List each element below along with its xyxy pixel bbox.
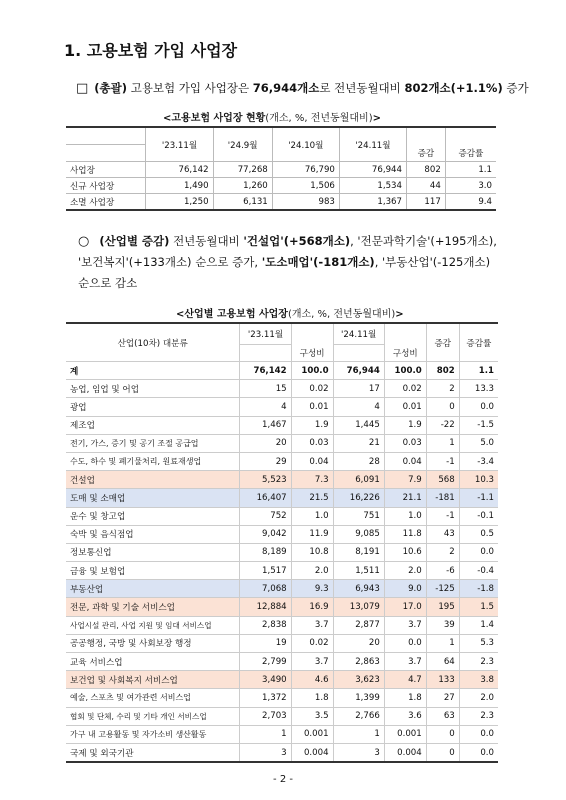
cell: 17.0 [384,598,426,616]
cell: 0.01 [384,398,426,416]
cell: 983 [272,194,339,211]
table-row [66,653,498,671]
cell: 9.4 [445,194,496,211]
cell: 1.8 [291,689,333,707]
summary-text-mid: 로 전년동월대비 [319,81,401,95]
table2-caption [176,305,404,320]
cell: 1.5 [459,598,498,616]
t2-header-share: 구성비 [291,345,333,362]
cell: 9.3 [291,580,333,598]
cell: 2.0 [291,562,333,580]
cell: 0 [426,725,459,743]
table-row [66,178,496,194]
cell: 10.8 [291,543,333,561]
cell: -6 [426,562,459,580]
cell: 3 [240,743,291,762]
table2-caption-bold: <산업별 고용보험 사업장 [176,309,288,320]
industry-name: 계 [66,362,240,380]
table-row [66,380,498,398]
cell: 5.3 [459,634,498,652]
cell: 1,372 [240,689,291,707]
cell: 0.03 [291,434,333,452]
cell: 802 [426,362,459,380]
cell: 1,506 [272,178,339,194]
cell: 9,042 [240,525,291,543]
cell: 195 [426,598,459,616]
t1-header-blank [66,127,146,145]
table-row [66,562,498,580]
table-row [66,489,498,507]
industry-name: 공공행정, 국방 및 사회보장 행정 [66,634,240,652]
cell: -1.8 [459,580,498,598]
cell: 3.7 [291,653,333,671]
cell: 8,189 [240,543,291,561]
cell: 3.7 [384,616,426,634]
cell: 2,838 [240,616,291,634]
cell: 28 [333,452,384,470]
industry-name: 전기, 가스, 증기 및 공기 조절 공급업 [66,434,240,452]
cell: 133 [426,671,459,689]
table-row [66,416,498,434]
cell: 1.0 [384,507,426,525]
industry-name: 정보통신업 [66,543,240,561]
cell: 1.8 [384,689,426,707]
cell: 3.0 [445,178,496,194]
industry-name: 국제 및 외국기관 [66,743,240,762]
summary-text-before: 고용보험 가입 사업장은 [130,81,250,95]
cell: 6,091 [333,471,384,489]
cell: 1 [240,725,291,743]
industry-name: 농업, 임업 및 어업 [66,380,240,398]
cell: 3,623 [333,671,384,689]
industry-name: 도매 및 소매업 [66,489,240,507]
table-row [66,634,498,652]
cell: 4 [333,398,384,416]
cell: 2,799 [240,653,291,671]
cell: 3,490 [240,671,291,689]
cell: 8,191 [333,543,384,561]
table-row [66,525,498,543]
industry-name: 숙박 및 음식점업 [66,525,240,543]
circle-bullet-icon: ○ [78,234,90,249]
summary-paragraph [76,80,529,96]
summary-change: 802개소(+1.1%) [404,81,503,95]
industry-text: , '부동산업'(-125개소) [374,255,491,269]
industry-text: , '전문과학기술'(+195개소), [350,234,497,248]
industry-name: 협회 및 단체, 수리 및 기타 개인 서비스업 [66,707,240,725]
cell: 0.02 [384,380,426,398]
industry-text: 순으로 감소 [78,276,138,290]
t2-header-rate: 증감률 [459,323,498,362]
cell: 1,367 [339,194,406,211]
cell: 0.04 [291,452,333,470]
industry-paragraph [78,231,518,294]
cell: 1,445 [333,416,384,434]
cell: 13,079 [333,598,384,616]
table-row [66,398,498,416]
table-row [66,507,498,525]
cell: 2,703 [240,707,291,725]
industry-name: 사업시설 관리, 사업 지원 및 임대 서비스업 [66,616,240,634]
table-row [66,707,498,725]
table-row [66,543,498,561]
cell: 11.8 [384,525,426,543]
t2-header-industry: 산업(10차) 대분류 [66,323,240,362]
cell: 64 [426,653,459,671]
cell: 0.004 [384,743,426,762]
cell: 1,399 [333,689,384,707]
cell: 16,226 [333,489,384,507]
cell: 29 [240,452,291,470]
industry-table-body [66,362,498,763]
industry-name: 건설업 [66,471,240,489]
cell: 1 [426,434,459,452]
t2-header-share: 구성비 [384,345,426,362]
table-row [66,616,498,634]
cell: 10.6 [384,543,426,561]
table-row [66,725,498,743]
cell: 0.001 [384,725,426,743]
table-row [66,434,498,452]
row-label: 사업장 [66,162,146,178]
table1-caption-bold: <고용보험 사업장 현황 [163,113,266,124]
cell: 3 [333,743,384,762]
t2-header-blank [333,345,384,362]
cell: 15 [240,380,291,398]
t1-header-spacer [445,127,496,145]
cell: 20 [240,434,291,452]
cell: 1,490 [146,178,213,194]
cell: 1.1 [459,362,498,380]
table-row [66,162,496,178]
cell: 0.03 [384,434,426,452]
table2-caption-close: > [395,309,404,320]
cell: 0.5 [459,525,498,543]
cell: 16,407 [240,489,291,507]
cell: 1 [426,634,459,652]
cell: 16.9 [291,598,333,616]
t2-header-spacer [384,323,426,345]
industry-name: 금융 및 보험업 [66,562,240,580]
t1-header-col: '23.11월 [146,127,213,162]
cell: 63 [426,707,459,725]
workplace-status-table [66,126,496,211]
cell: 2.3 [459,653,498,671]
cell: 7,068 [240,580,291,598]
cell: 76,790 [272,162,339,178]
industry-name: 전문, 과학 및 기술 서비스업 [66,598,240,616]
cell: 76,142 [240,362,291,380]
t2-header-change: 증감 [426,323,459,362]
cell: 13.3 [459,380,498,398]
cell: 0.0 [459,725,498,743]
cell: 100.0 [384,362,426,380]
table-row [66,671,498,689]
cell: 6,943 [333,580,384,598]
cell: 1.0 [291,507,333,525]
t1-header-col: '24.11월 [339,127,406,162]
cell: 117 [407,194,446,211]
cell: 77,268 [213,162,272,178]
table-row [66,598,498,616]
table-row [66,471,498,489]
cell: 21.5 [291,489,333,507]
checkbox-bullet-icon: □ [76,81,89,96]
cell: -0.1 [459,507,498,525]
cell: 3.7 [291,616,333,634]
table1-caption-close: > [372,113,381,124]
cell: -1 [426,452,459,470]
cell: 100.0 [291,362,333,380]
cell: 1,534 [339,178,406,194]
cell: 0.02 [291,634,333,652]
summary-count: 76,944개소 [252,81,320,95]
cell: -125 [426,580,459,598]
cell: 1.9 [291,416,333,434]
industry-name: 교육 서비스업 [66,653,240,671]
cell: 0 [426,743,459,762]
table2-caption-unit: (개소, %, 전년동월대비) [287,309,396,320]
cell: 19 [240,634,291,652]
table1-caption-unit: (개소, %, 전년동월대비) [265,113,373,124]
summary-text-end: 증가 [506,81,529,95]
t1-header-col: '24.10월 [272,127,339,162]
cell: 20 [333,634,384,652]
cell: 2,877 [333,616,384,634]
industry-name: 운수 및 창고업 [66,507,240,525]
summary-label: (총괄) [94,81,128,95]
cell: 12,884 [240,598,291,616]
cell: 44 [407,178,446,194]
cell: 3.7 [384,653,426,671]
section-title: 1. 고용보험 가입 사업장 [64,41,238,60]
cell: 0 [426,398,459,416]
cell: 1,511 [333,562,384,580]
cell: 3.6 [384,707,426,725]
cell: 7.3 [291,471,333,489]
t1-header-change: 증감 [407,145,446,162]
cell: 0.004 [291,743,333,762]
t2-header-2311: '23.11월 [240,323,291,345]
cell: 9,085 [333,525,384,543]
table-row [66,743,498,762]
cell: 568 [426,471,459,489]
cell: 0.0 [384,634,426,652]
t1-header-rate: 증감률 [445,145,496,162]
industry-name: 광업 [66,398,240,416]
table-row [66,362,498,380]
t1-header-spacer [407,127,446,145]
cell: 1,467 [240,416,291,434]
cell: 4 [240,398,291,416]
cell: 0.0 [459,398,498,416]
cell: 7.9 [384,471,426,489]
cell: -181 [426,489,459,507]
cell: 2 [426,380,459,398]
table-row [66,452,498,470]
cell: -3.4 [459,452,498,470]
table1-caption [163,109,381,124]
row-label: 소멸 사업장 [66,194,146,211]
industry-text: '보건복지'(+133개소) 순으로 증가, [78,255,259,269]
industry-label: (산업별 증감) [99,234,170,248]
page-number: - 2 - [273,774,293,785]
cell: 0.0 [459,543,498,561]
cell: 4.6 [291,671,333,689]
cell: 2,863 [333,653,384,671]
table-row [66,689,498,707]
cell: 2.3 [459,707,498,725]
cell: 5,523 [240,471,291,489]
cell: 1.4 [459,616,498,634]
cell: 2,766 [333,707,384,725]
cell: 1,517 [240,562,291,580]
cell: 27 [426,689,459,707]
t2-header-2411: '24.11월 [333,323,384,345]
cell: 1.9 [384,416,426,434]
cell: 2 [426,543,459,561]
cell: 0.0 [459,743,498,762]
industry-workplace-table [66,322,498,763]
industry-name: 보건업 및 사회복지 서비스업 [66,671,240,689]
cell: 11.9 [291,525,333,543]
industry-text: 전년동월대비 [173,234,240,248]
t1-header-blank2 [66,145,146,162]
industry-name: 수도, 하수 및 폐기물처리, 원료재생업 [66,452,240,470]
cell: -1 [426,507,459,525]
cell: 0.001 [291,725,333,743]
cell: 17 [333,380,384,398]
cell: 3.5 [291,707,333,725]
cell: 39 [426,616,459,634]
cell: 21 [333,434,384,452]
cell: 10.3 [459,471,498,489]
table-row [66,194,496,211]
cell: 0.01 [291,398,333,416]
industry-name: 부동산업 [66,580,240,598]
cell: 76,142 [146,162,213,178]
industry-name: 제조업 [66,416,240,434]
t1-header-col: '24.9월 [213,127,272,162]
t2-header-spacer [291,323,333,345]
industry-name: 가구 내 고용활동 및 자가소비 생산활동 [66,725,240,743]
cell: 752 [240,507,291,525]
table-row [66,580,498,598]
cell: 43 [426,525,459,543]
cell: 9.0 [384,580,426,598]
cell: 4.7 [384,671,426,689]
cell: 1 [333,725,384,743]
t2-header-blank [240,345,291,362]
cell: 76,944 [339,162,406,178]
cell: -22 [426,416,459,434]
cell: 1,250 [146,194,213,211]
cell: -0.4 [459,562,498,580]
cell: 6,131 [213,194,272,211]
cell: 21.1 [384,489,426,507]
cell: 1,260 [213,178,272,194]
industry-name: 예술, 스포츠 및 여가관련 서비스업 [66,689,240,707]
industry-highlight: '도소매업'(-181개소) [261,255,375,269]
cell: 802 [407,162,446,178]
cell: 1.1 [445,162,496,178]
cell: -1.5 [459,416,498,434]
cell: 0.04 [384,452,426,470]
cell: 3.8 [459,671,498,689]
cell: 5.0 [459,434,498,452]
industry-highlight: '건설업'(+568개소) [243,234,351,248]
cell: 0.02 [291,380,333,398]
row-label: 신규 사업장 [66,178,146,194]
cell: 2.0 [384,562,426,580]
cell: 751 [333,507,384,525]
cell: -1.1 [459,489,498,507]
cell: 76,944 [333,362,384,380]
cell: 2.0 [459,689,498,707]
